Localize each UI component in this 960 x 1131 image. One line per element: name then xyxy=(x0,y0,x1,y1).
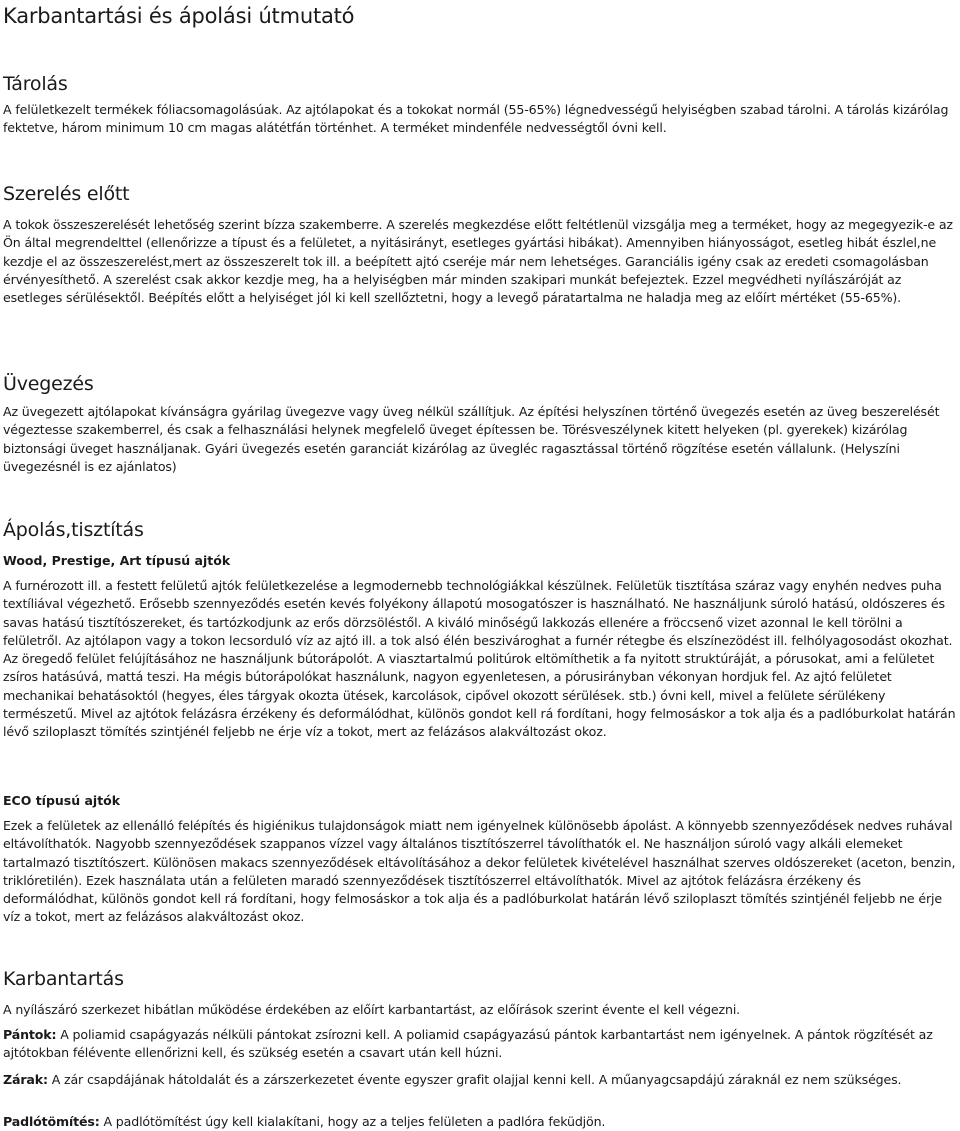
care-eco-body xyxy=(3,817,958,927)
maintenance-locks-label: Zárak: xyxy=(3,1072,48,1087)
maintenance-floor-seal-label: Padlótömítés: xyxy=(3,1114,100,1129)
maintenance-item-floor-seal xyxy=(3,1113,958,1131)
maintenance-locks-text: A zár csapdájának hátoldalát és a zárszerkezetet évente egyszer grafit olajjal kenni kell. A műanyagcsapdájú záraknál ez nem szükséges. xyxy=(47,1072,902,1087)
section-before-install xyxy=(3,182,958,206)
section-storage xyxy=(3,72,958,96)
care-wood-body xyxy=(3,577,958,742)
section-care xyxy=(3,518,958,542)
maintenance-hinges-paragraph xyxy=(3,1026,958,1063)
section-maintenance xyxy=(3,967,958,991)
maintenance-floor-seal-text: A padlótömítést úgy kell kialakítani, hogy az a teljes felületen a padlóra feküdjön. xyxy=(99,1114,606,1129)
section-heading-before-install: Szerelés előtt xyxy=(3,183,130,205)
subheading-eco: ECO típusú ajtók xyxy=(3,793,121,808)
section-heading-maintenance: Karbantartás xyxy=(3,968,124,990)
maintenance-floor-seal-paragraph xyxy=(3,1113,958,1131)
section-before-install-body xyxy=(3,216,958,307)
care-eco-paragraph: Ezek a felületek az ellenálló felépítés és higiénikus tulajdonságok miatt nem igényelnek különösebb ápolást. A könnyebb szennyeződések nedves ruhával eltávolíthatók. Nagyobb szennyeződések szappanos vízzel vagy általános tisztítószerrel távolíthatók el. Ne használjon súroló vagy alkáli elemeket tartalmazó tisztítószert. Különösen makacs szennyeződések eltávolításához a dekor felületek kivételével használhat szerves oldószereket (aceton, benzin, triklóretilén). Ezek használata után a felületen maradó szennyeződések tisztítószerrel eltávolíthatók. Mivel az ajtótok felázásra érzékeny és deformálódhat, különös gondot kell rá fordítani, hogy felmosáskor a tok alja és a padlóburkolat határán lévő sziloplaszt tömítés szintjénél feljebb ne érje víz a tokot, mert az felázásos alakváltozást okoz. xyxy=(3,818,956,925)
maintenance-intro: A nyílászáró szerkezet hibátlan működése érdekében az előírt karbantartást, az előírások szerint évente el kell végezni. xyxy=(3,1002,741,1017)
glazing-paragraph: Az üvegezett ajtólapokat kívánságra gyárilag üvegezve vagy üveg nélkül szállítjuk. Az építési helyszínen történő üvegezés esetén az üveg beszerelését végeztesse szakemberrel, és csak a felhasználási helynek megfelelő üveget építessen be. Törésveszélynek kitett helyeken (pl. gyerekek) kizárólag biztonsági üveget használjanak. Gyári üvegezés esetén garanciát kizárólag az üvegléc ragasztással történő rögzítése esetén vállalunk. (Helyszíni üvegezésnél is ez ajánlatos) xyxy=(3,404,940,474)
maintenance-item-hinges xyxy=(3,1026,958,1063)
section-glazing xyxy=(3,372,958,396)
subheading-wood-prestige-art: Wood, Prestige, Art típusú ajtók xyxy=(3,553,231,568)
maintenance-item-locks xyxy=(3,1071,958,1089)
section-heading-storage: Tárolás xyxy=(3,73,68,95)
storage-paragraph: A felületkezelt termékek fóliacsomagolásúak. Az ajtólapokat és a tokokat normál (55-65%) légnedvességű helyiségben szabad tárolni. A tárolás kizárólag fektetve, három minimum 10 cm magas alátétfán történhet. A terméket mindenféle nedvességtől óvni kell. xyxy=(3,102,949,136)
section-storage-body xyxy=(3,101,958,138)
section-heading-glazing: Üvegezés xyxy=(3,373,94,395)
care-subheading-eco xyxy=(3,792,958,810)
section-heading-care: Ápolás,tisztítás xyxy=(3,519,144,541)
care-wood-paragraph: A furnérozott ill. a festett felületű ajtók felületkezelése a legmodernebb technológiákkal készülnek. Felületük tisztítása száraz vagy enyhén nedves puha textíliával végezhető. Erősebb szennyeződés esetén kevés folyékony állapotú mosogatószer is használható. Ne használjunk súroló hatású, oldószeres és savas hatású tisztítószereket, és tartózkodjunk az erős dörzsöléstől. A kiváló minőségű lakkozás ellenére a fröccsenő vizet azonnal le kell törölni a felületről. Az ajtólapon vagy a tokon lecsorduló víz az ajtó ill. a tok alsó élén beszivároghat a furnér rétegbe és elszínezödést ill. felhólyagosodást okozhat. Az öregedő felület felújításához ne használjunk bútorápolót. A viasztartalmú politúrok eltömíthetik a fa nyitott struktúráját, a pórusokat, ami a felületet zsíros hatásúvá, mattá teszi. Ha mégis bútorápolókat használunk, nagyon egyenletesen, a pórusirányban vékonyan hordjuk fel. Az ajtó felületet mechanikai behatásoktól (hegyes, éles tárgyak okozta ütések, karcolások, cipővel okozott sérülések. stb.) óvni kell, mivel a felülete sérülékeny természetű. Mivel az ajtótok felázásra érzékeny és deformálódhat, különös gondot kell rá fordítani, hogy felmosáskor a tok alja és a padlóburkolat határán lévő sziloplaszt tömítés szintjénél feljebb ne érje víz a tokot, mert az felázásos alakváltozást okoz. xyxy=(3,578,956,740)
maintenance-hinges-label: Pántok: xyxy=(3,1027,57,1042)
care-subheading-wood xyxy=(3,552,958,570)
section-glazing-body xyxy=(3,403,958,476)
document-title-block xyxy=(3,3,958,29)
document-title: Karbantartási és ápolási útmutató xyxy=(3,4,355,28)
before-install-paragraph: A tokok összeszerelését lehetőség szerint bízza szakemberre. A szerelés megkezdése előtt feltétlenül vizsgálja meg a terméket, hogy az megegyezik-e az Ön által megrendelttel (ellenőrizze a típust és a felületet, a nyitásirányt, esetleges gyártási hibákat). Amennyiben hiányosságot, esetleg hibát észlel,ne kezdje el az összeszerelést,mert az összeszerelt tok ill. a beépített ajtó cseréje már nem lehetséges. Garanciális igény csak az eredeti csomagolásban érvényesíthető. A szerelést csak akkor kezdje meg, ha a helyiségben már minden szakipari munkát befejeztek. Ezzel megvédheti nyílászáróját az esetleges sérülésektől. Beépítés előtt a helyiséget jól ki kell szellőztetni, hogy a levegő páratartalma ne haladja meg az előírt mértéket (55-65%). xyxy=(3,217,953,306)
maintenance-intro-block xyxy=(3,1001,958,1019)
maintenance-locks-paragraph xyxy=(3,1071,958,1089)
maintenance-hinges-text: A poliamid csapágyazás nélküli pántokat zsírozni kell. A poliamid csapágyazású pántok karbantartást nem igényelnek. A pántok rögzítését az ajtótokban félévente ellenőrizni kell, és szükség esetén a csavart után kell húzni. xyxy=(3,1027,933,1061)
